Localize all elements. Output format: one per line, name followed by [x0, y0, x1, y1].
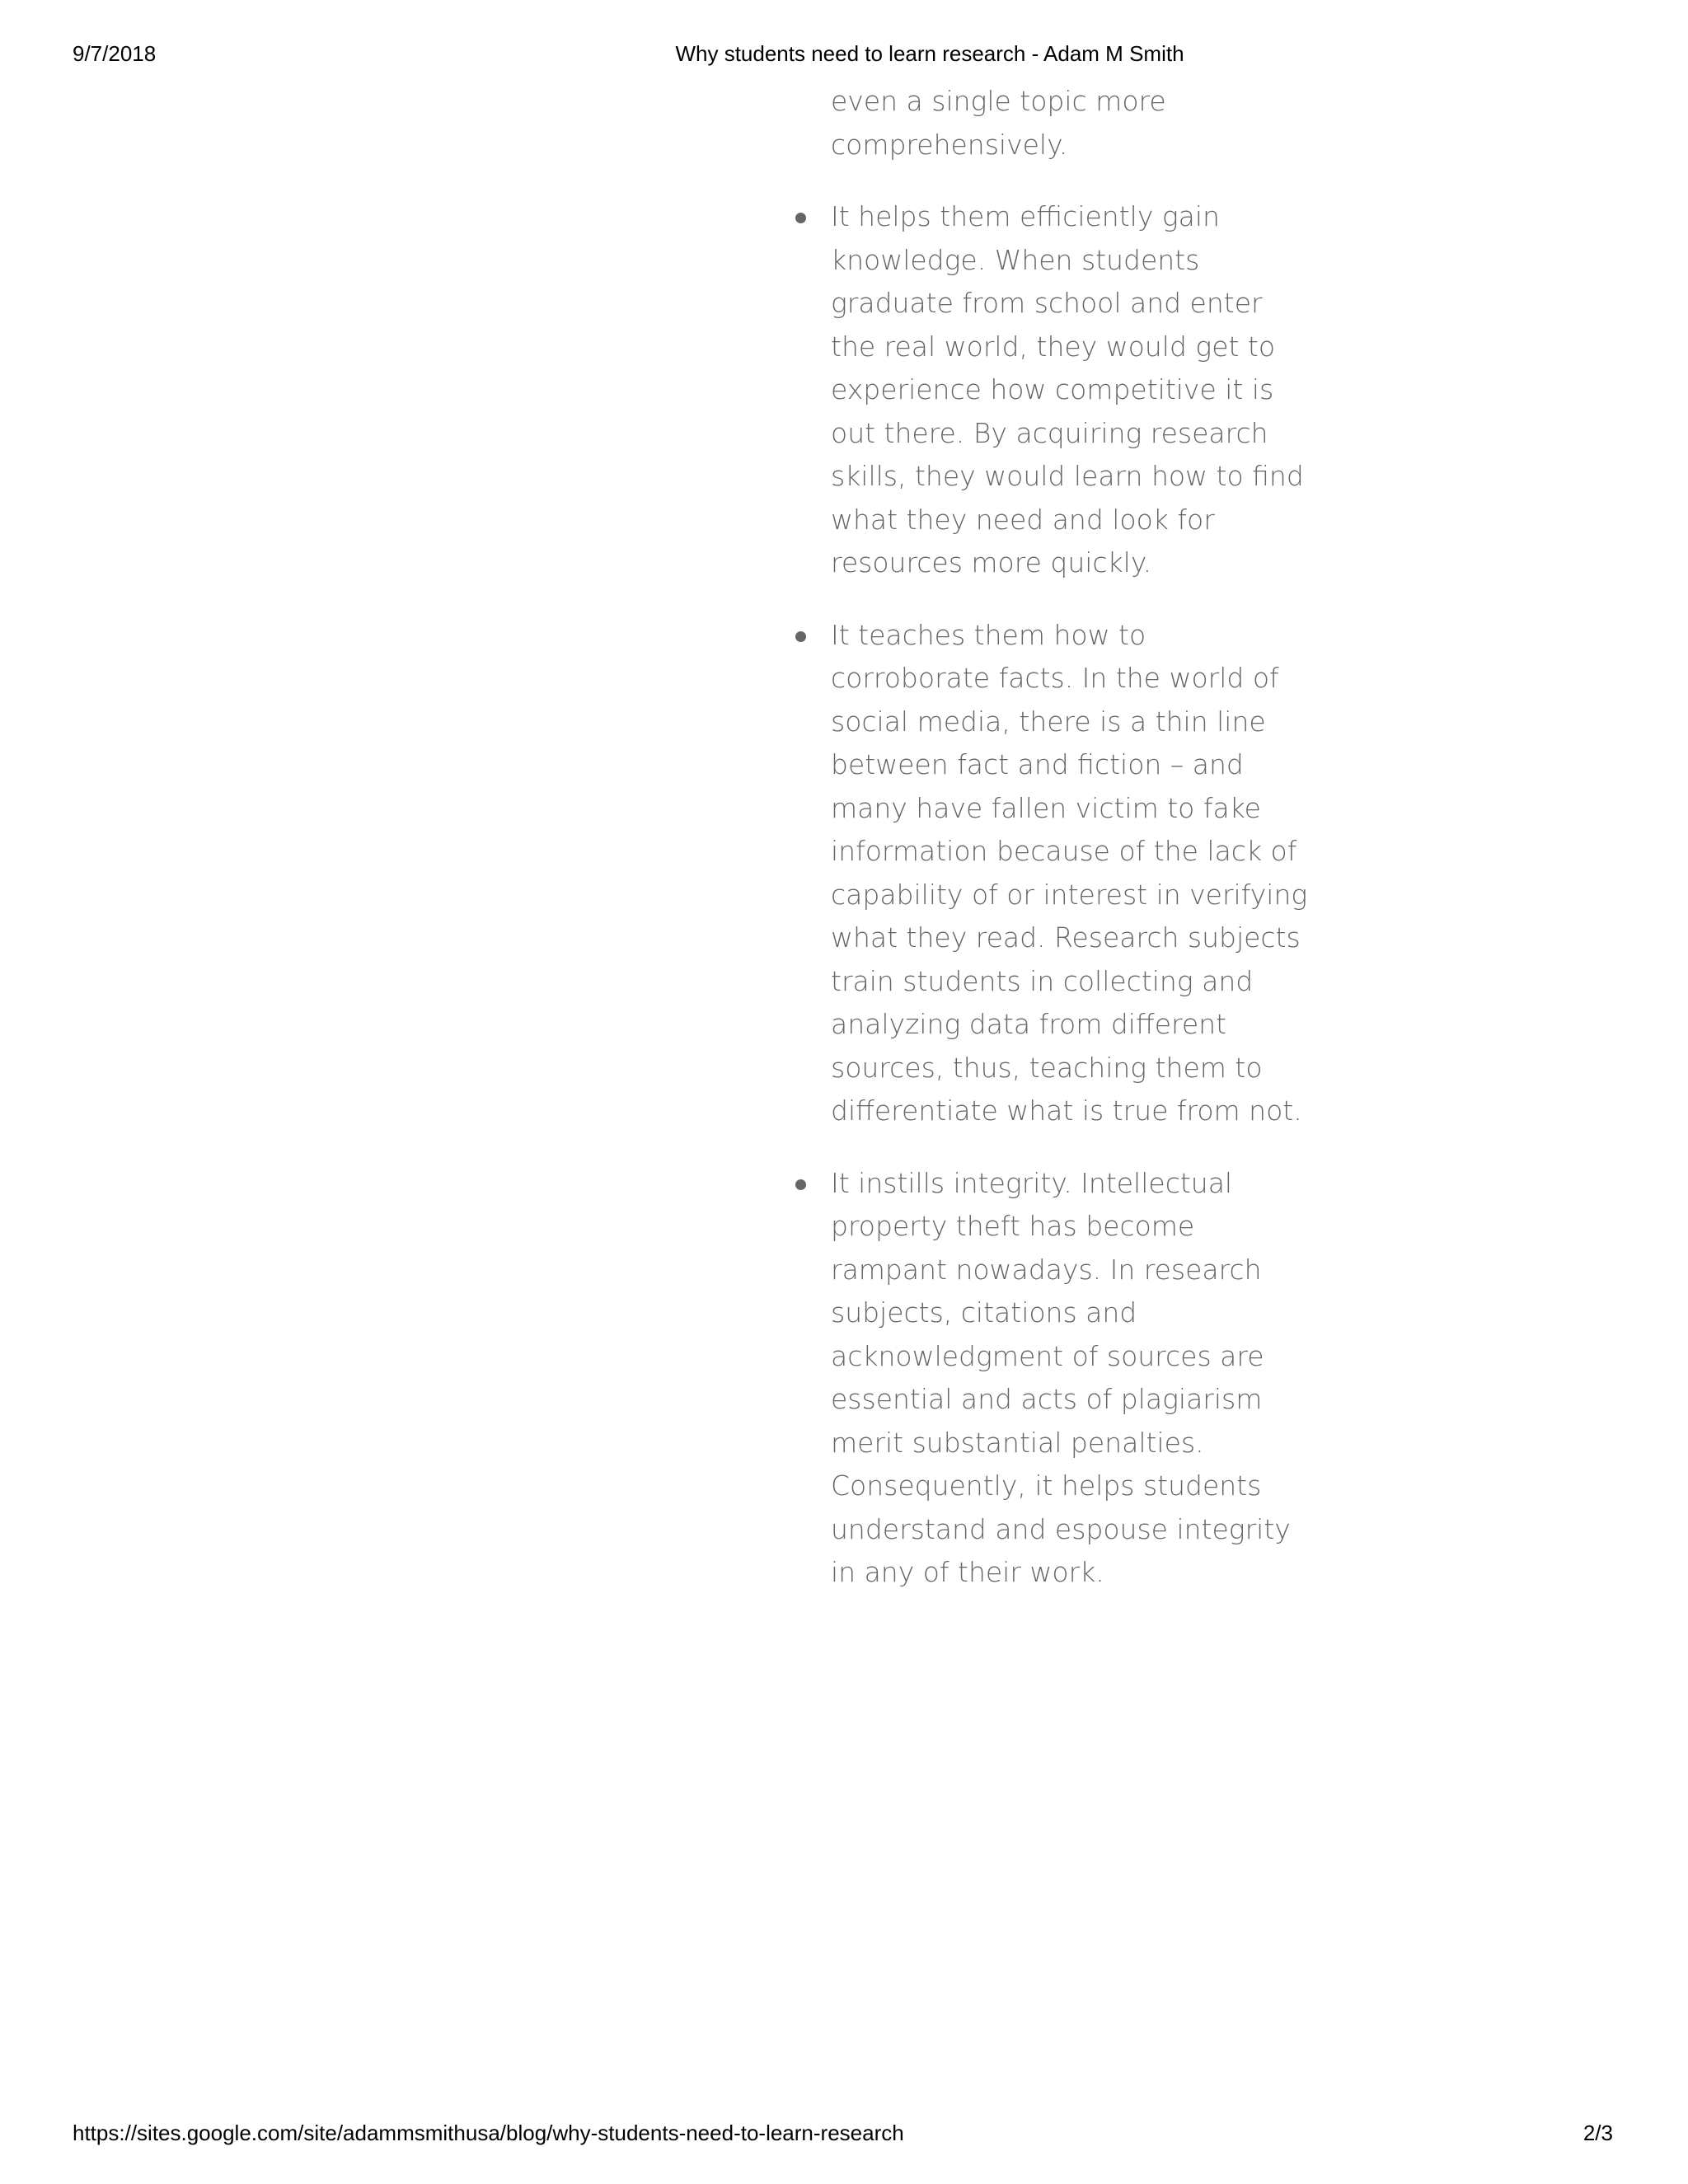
bullet-icon: [795, 631, 806, 642]
print-page-title: Why students need to learn research - Adam M Smith: [675, 41, 1184, 66]
paragraph-continuation: even a single topic more comprehensively.: [831, 85, 1166, 161]
list-item-text: It instills integrity. Intellectual property theft has become rampant nowadays. In research subjects, citations and acknowledgment of sources are essential and acts of plagiarism merit substantial penalties. Consequently, it helps students understand and espouse integrity in any of their work.: [831, 1166, 1291, 1588]
print-url: https://sites.google.com/site/adammsmithusa/blog/why-students-need-to-learn-research: [73, 2121, 904, 2145]
page-number: 2/3: [1582, 2121, 1613, 2145]
list-item: [831, 195, 1309, 585]
print-date: 9/7/2018: [73, 41, 157, 66]
list-item-text: It teaches them how to corroborate facts. In the world of social media, there is a thin line between fact and fiction – and many have fallen victim to fake information because of the lack of capability of or interest in verifying what they read. Research subjects train students in collecting and analyzing data from different sources, thus, teaching them to differentiate what is true from not.: [831, 618, 1308, 1127]
article-body: [831, 80, 1309, 1624]
bullet-list: [831, 195, 1309, 1595]
list-item: [831, 1162, 1309, 1595]
list-item: [831, 614, 1309, 1133]
bullet-icon: [795, 1179, 806, 1190]
list-item-text: It helps them efficiently gain knowledge. When students graduate from school and enter the real world, they would get to experience how competitive it is out there. By acquiring research skills, they would learn how to find what they need and look for resources more quickly.: [831, 200, 1304, 579]
bullet-icon: [795, 213, 806, 223]
